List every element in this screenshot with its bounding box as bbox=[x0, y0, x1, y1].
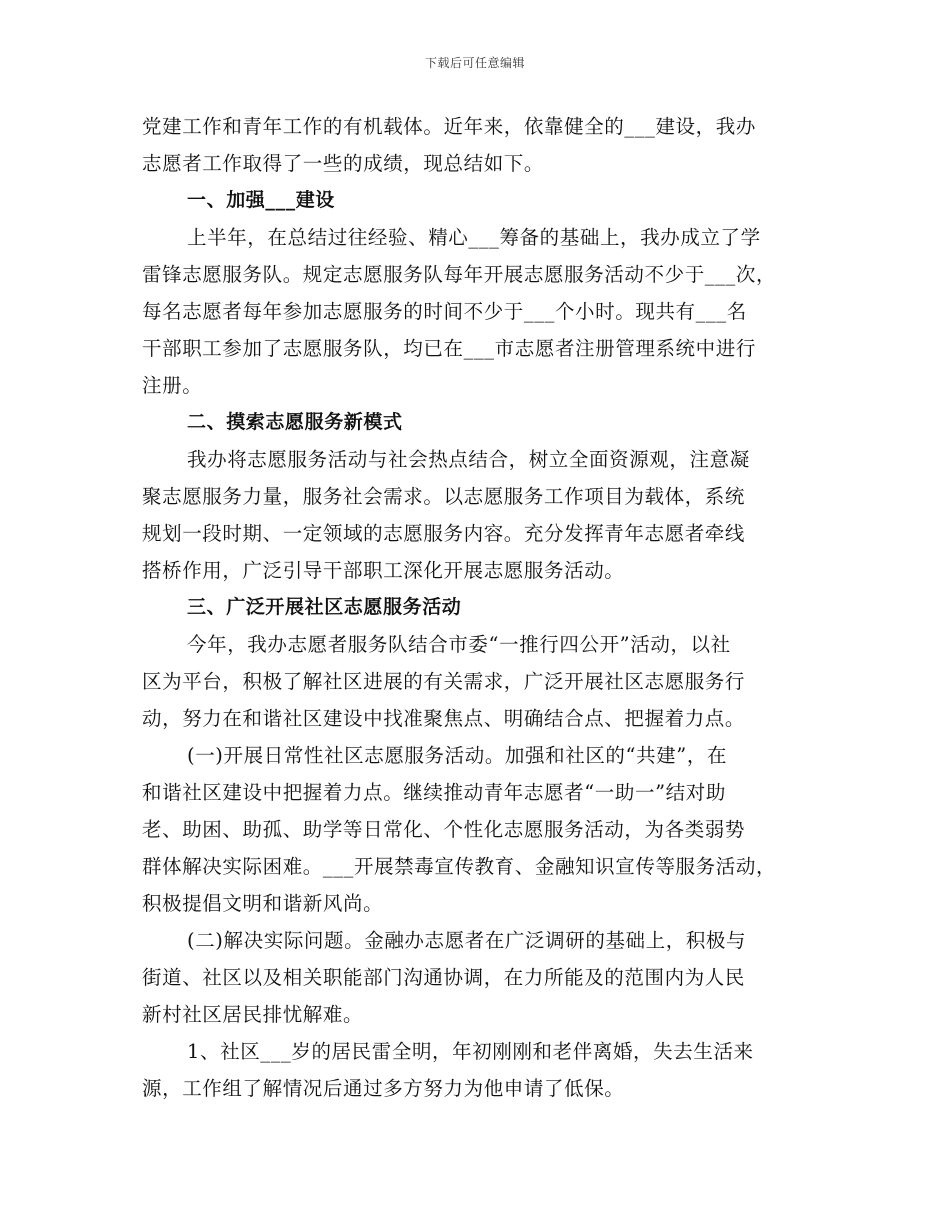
paragraph-line: 注册。 bbox=[142, 374, 203, 397]
paragraph-line: 积极提倡文明和谐新风尚。 bbox=[142, 892, 384, 915]
paragraph-line: (二)解决实际问题。金融办志愿者在广泛调研的基础上，积极与 bbox=[187, 929, 747, 952]
section-heading-3: 三、广泛开展社区志愿服务活动 bbox=[187, 596, 462, 618]
paragraph-line: 我办将志愿服务活动与社会热点结合，树立全面资源观，注意凝 bbox=[187, 448, 750, 471]
section-heading-1: 一、加强___建设 bbox=[187, 189, 335, 211]
page-header-watermark: 下载后可任意编辑 bbox=[424, 56, 525, 70]
paragraph-line: 党建工作和青年工作的有机载体。近年来，依靠健全的___建设，我办 bbox=[142, 115, 756, 138]
paragraph-line: (一)开展日常性社区志愿服务活动。加强和社区的“共建”，在 bbox=[187, 744, 728, 767]
paragraph-line: 上半年，在总结过往经验、精心___筹备的基础上，我办成立了学 bbox=[187, 226, 761, 249]
paragraph-line: 雷锋志愿服务队。规定志愿服务队每年开展志愿服务活动不少于___次， bbox=[142, 263, 777, 286]
document-body bbox=[142, 108, 822, 1107]
section-heading-2: 二、摸索志愿服务新模式 bbox=[187, 411, 403, 433]
paragraph-line: 群体解决实际困难。___开展禁毒宣传教育、金融知识宣传等服务活动， bbox=[142, 855, 777, 878]
paragraph-line: 1、社区___岁的居民雷全明，年初刚刚和老伴离婚，失去生活来 bbox=[187, 1040, 754, 1063]
paragraph-line: 聚志愿服务力量，服务社会需求。以志愿服务工作项目为载体，系统 bbox=[142, 485, 746, 508]
paragraph-line: 新村社区居民排忧解难。 bbox=[142, 1003, 364, 1026]
paragraph-line: 干部职工参加了志愿服务队，均已在___市志愿者注册管理系统中进行 bbox=[142, 337, 756, 360]
paragraph-line: 区为平台，积极了解社区进展的有关需求，广泛开展社区志愿服务行 bbox=[142, 670, 746, 693]
paragraph-line: 今年，我办志愿者服务队结合市委“一推行四公开”活动，以社 bbox=[187, 633, 731, 656]
paragraph-line: 动，努力在和谐社区建设中找准聚焦点、明确结合点、把握着力点。 bbox=[142, 707, 746, 730]
paragraph-line: 每名志愿者每年参加志愿服务的时间不少于___个小时。现共有___名 bbox=[142, 300, 747, 323]
paragraph-line: 和谐社区建设中把握着力点。继续推动青年志愿者“一助一”结对助 bbox=[142, 781, 726, 804]
paragraph-line: 志愿者工作取得了一些的成绩，现总结如下。 bbox=[142, 152, 545, 175]
paragraph-line: 搭桥作用，广泛引导干部职工深化开展志愿服务活动。 bbox=[142, 559, 625, 582]
paragraph-line: 老、助困、助孤、助学等日常化、个性化志愿服务活动，为各类弱势 bbox=[142, 818, 746, 841]
paragraph-line: 规划一段时期、一定领域的志愿服务内容。充分发挥青年志愿者牵线 bbox=[142, 522, 746, 545]
paragraph-line: 街道、社区以及相关职能部门沟通协调，在力所能及的范围内为人民 bbox=[142, 966, 746, 989]
paragraph-line: 源，工作组了解情况后通过多方努力为他申请了低保。 bbox=[142, 1077, 625, 1100]
